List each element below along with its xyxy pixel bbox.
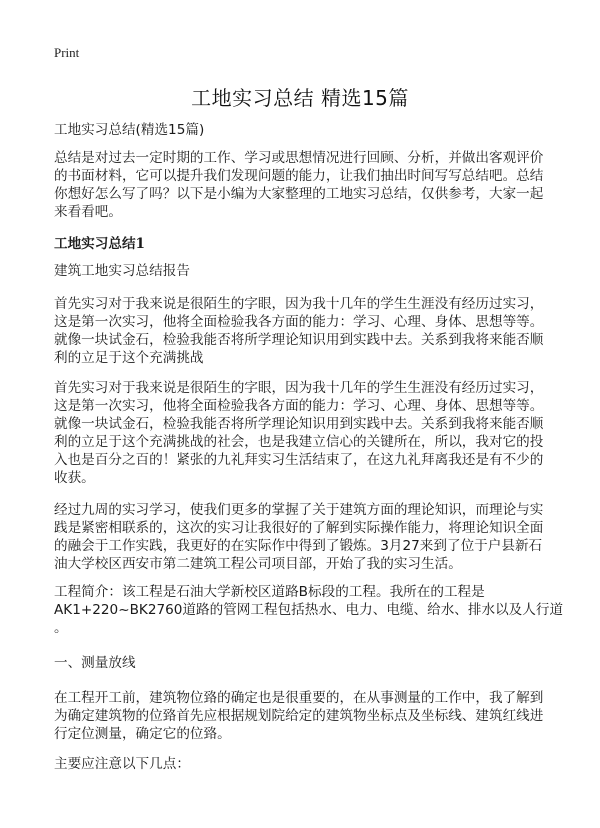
text-line: AK1+220~BK2760道路的管网工程包括热水、电力、电缆、给水、排水以及人行道 <box>54 602 564 618</box>
text-line: 收获。 <box>54 470 95 486</box>
text-line: 利的立足于这个充满挑战的社会，也是我建立信心的关键所在，所以，我对它的投 <box>54 434 544 450</box>
text-line: 利的立足于这个充满挑战 <box>54 350 204 366</box>
text-line: 的书面材料，它可以提升我们发现问题的能力，让我们抽出时间写写总结吧。总结 <box>54 168 544 184</box>
text-line: 来看看吧。 <box>54 204 122 220</box>
text-line: 入也是百分之百的！紧张的九礼拜实习生活结束了，在这九礼拜离我还是有不少的 <box>54 452 544 468</box>
text-line: 行定位测量，确定它的位臵。 <box>54 726 231 742</box>
text-line: 践是紧密相联系的，这次的实习让我很好的了解到实际操作能力，将理论知识全面 <box>54 520 544 536</box>
text-line: 的融会于工作实践，我更好的在实际作中得到了锻炼。3月27来到了位于户县新石 <box>54 538 543 554</box>
text-line: 就像一块试金石，检验我能否将所学理论知识用到实践中去。关系到我将来能否顺 <box>54 416 544 432</box>
page-title: 工地实习总结 精选15篇 <box>191 86 409 110</box>
text-line: 首先实习对于我来说是很陌生的字眼，因为我十几年的学生生涯没有经历过实习， <box>54 296 544 312</box>
text-line: 为确定建筑物的位臵首先应根据规划院给定的建筑物坐标点及坐标线、建筑红线进 <box>54 708 544 724</box>
text-line: 油大学校区西安市第二建筑工程公司项目部，开始了我的实习生活。 <box>54 556 462 572</box>
text-line: 工程简介：该工程是石油大学新校区道路B标段的工程。我所在的工程是 <box>54 584 485 600</box>
text-line: 这是第一次实习，他将全面检验我各方面的能力：学习、心理、身体、思想等等。 <box>54 398 544 414</box>
section-heading: 工地实习总结1 <box>54 236 146 252</box>
text-line: 经过九周的实习学习，使我们更多的掌握了关于建筑方面的理论知识，而理论与实 <box>54 502 544 518</box>
paragraph-3 <box>54 501 554 573</box>
project-intro-paragraph <box>54 583 564 637</box>
text-line: 你想好怎么写了吗？以下是小编为大家整理的工地实习总结，仅供参考，大家一起 <box>54 186 544 202</box>
document-subtitle: 工地实习总结(精选15篇) <box>54 122 205 138</box>
text-line: 。 <box>54 620 68 636</box>
intro-paragraph <box>54 149 554 221</box>
step-heading-surveying: 一、测量放线 <box>54 655 136 671</box>
text-line: 就像一块试金石，检验我能否将所学理论知识用到实践中去。关系到我将来能否顺 <box>54 332 544 348</box>
paragraph-2 <box>54 379 554 487</box>
print-link[interactable]: Print <box>54 45 80 60</box>
paragraph-5 <box>54 689 554 743</box>
text-line: 在工程开工前，建筑物位臵的确定也是很重要的，在从事测量的工作中，我了解到 <box>54 690 544 706</box>
text-line: 首先实习对于我来说是很陌生的字眼，因为我十几年的学生生涯没有经历过实习， <box>54 380 544 396</box>
paragraph-6: 主要应注意以下几点： <box>54 756 190 772</box>
text-line: 这是第一次实习，他将全面检验我各方面的能力：学习、心理、身体、思想等等。 <box>54 314 544 330</box>
report-title: 建筑工地实习总结报告 <box>54 263 190 279</box>
paragraph-1 <box>54 295 554 367</box>
text-line: 总结是对过去一定时期的工作、学习或思想情况进行回顾、分析，并做出客观评价 <box>54 150 544 166</box>
